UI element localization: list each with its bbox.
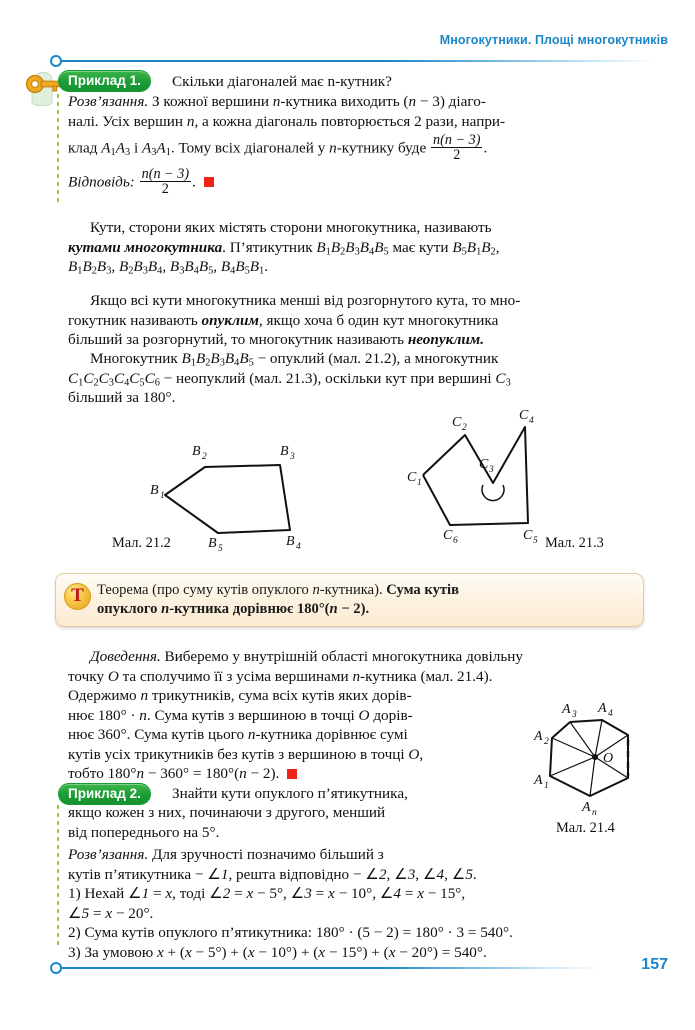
footer-bullet-icon: [50, 962, 62, 974]
figure-21-3-sub-C4: 4: [529, 416, 534, 426]
paragraph-angles-line-2: кутами многокутника. П’ятикутник $B_1B_2B_3B_4B_5$ має кути $B_5B_1B_2$,: [68, 238, 500, 258]
fraction-numerator: n(n − 3): [433, 132, 481, 148]
theorem-text: [97, 581, 630, 600]
example-1-solution-line-3: клад $A_1A_3$ і $A_3A_1$. Тому всіх діагоналей у n-кутнику буде $\frac{n(n - 3)}{2}$ .: [68, 132, 488, 163]
example-2-step-3: 3) За умовою x + (x − 5°) + (x − 10°) + (x − 15°) + (x − 20°) = 540°.: [68, 943, 487, 961]
qed-marker: [204, 177, 214, 187]
figure-21-2: [150, 430, 340, 554]
paragraph-convex-text-1: Якщо всі кути многокутника менші від розгорнутого кута, то мно-: [90, 292, 521, 309]
example-2-solution-label: Розв’язання.: [68, 846, 149, 863]
proof-line-7: тобто 180°n − 360° = 180°(n − 2).: [68, 764, 523, 784]
answer-fraction-numerator: n(n − 3): [141, 166, 190, 182]
figure-21-4-label-A3: A: [562, 702, 571, 717]
figure-21-4-label-A4: A: [598, 701, 607, 716]
figure-21-3-label-C6: C: [443, 528, 453, 543]
figure-21-3: [407, 405, 545, 546]
theorem-icon: Т: [64, 583, 91, 610]
proof-label: Доведення.: [90, 648, 161, 665]
example-2-question-text-2: якщо кожен з них, починаючи з другого, менший: [68, 804, 386, 821]
figure-21-2-sub-B1: 1: [160, 491, 165, 501]
figure-21-4-sub-An: n: [592, 808, 597, 818]
proof-line-6: кутів усіх трикутників без кутів з вершиною в точці O,: [68, 745, 424, 763]
proof-line-5: нює 360°. Сума кутів цього n-кутника дорівнює сумі: [68, 726, 408, 743]
proof-line-2: точку O та сполучимо її з усіма вершинами n-кутника (мал. 21.4).: [68, 667, 493, 685]
proof-line-3: Одержимо n трикутників, сума всіх кутів яких дорів-: [68, 687, 412, 704]
answer-label: Відповідь:: [68, 173, 135, 191]
figure-21-4-label-A1: A: [534, 773, 543, 788]
figure-21-3-label-C5: C: [523, 528, 533, 543]
figure-21-4: [534, 700, 660, 818]
figure-21-3-sub-C2: 2: [462, 423, 467, 433]
figure-21-3-sub-C3: 3: [489, 465, 494, 475]
figure-21-2-sub-B2: 2: [202, 452, 207, 462]
figure-21-2-sub-B4: 4: [296, 542, 301, 552]
solution-line-1-text: З кожної вершини n-кутника виходить (n − 3) діаго-: [148, 93, 486, 110]
header-rule: [56, 60, 656, 62]
theorem-text-line-2: [97, 600, 630, 619]
page-header-title: Многокутники. Площі многокутників: [439, 33, 668, 47]
figure-21-4-sub-A3: 3: [572, 710, 577, 720]
figure-21-3-label-C4: C: [519, 408, 529, 423]
page-number: 157: [641, 956, 668, 973]
figure-21-2-label-B1: B: [150, 483, 159, 498]
figure-21-2-label-B5: B: [208, 536, 217, 551]
figure-21-4-label-An: A: [582, 800, 591, 815]
paragraph-examples-line-2: $C_1C_2C_3C_4C_5C_6$ − неопуклий (мал. 21.3), оскільки кут при вершині $C_3$: [68, 369, 511, 389]
term-nonconvex: неопуклим.: [407, 331, 485, 348]
paragraph-angles-text-1: Кути, сторони яких містять сторони многокутника, називають: [90, 219, 492, 236]
figure-21-2-sub-B5: 5: [218, 544, 223, 554]
example-2-step-1: 1) Нехай ∠1 = x, тоді ∠2 = x − 5°, ∠3 = x − 10°, ∠4 = x − 15°,: [68, 885, 466, 902]
example-2-question-text-1: Знайти кути опуклого п’ятикутника,: [172, 785, 408, 802]
term-angles-of-polygon: кутами многокутника: [68, 238, 223, 256]
example-2-solution-text-1: Для зручності позначимо більший з: [148, 846, 384, 863]
example-2-question-line-2: [68, 803, 523, 823]
figure-21-4-sub-A2: 2: [544, 737, 549, 747]
paragraph-convex-line-1: [68, 291, 643, 311]
figure-21-3-sub-C5: 5: [533, 536, 538, 546]
example-2-question-line-3: [68, 823, 523, 843]
proof-line-4: нює 180° · n. Сума кутів з вершиною в точці O дорів-: [68, 706, 413, 724]
figure-21-2-caption: Мал. 21.2: [112, 535, 171, 551]
figure-21-4-caption: Мал. 21.4: [556, 820, 615, 836]
paragraph-examples-line-1: Многокутник $B_1B_2B_3B_4B_5$ − опуклий (мал. 21.2), а многокутник: [90, 350, 499, 369]
theorem-line-2-bold: опуклого n-кутника дорівнює 180°(n − 2).: [97, 601, 370, 617]
figure-21-3-sub-C6: 6: [453, 536, 458, 546]
figure-21-2-label-B2: B: [192, 444, 201, 459]
paragraph-convex-text-3a: більший за розгорнутий, то многокутник називають: [68, 331, 408, 348]
paragraph-angles-line-3: $B_1B_2B_3$, $B_2B_3B_4$, $B_3B_4B_5$, $B_4B_5B_1$.: [68, 258, 269, 277]
figure-21-3-caption: Мал. 21.3: [545, 535, 604, 551]
example-1-question: [172, 72, 642, 92]
example-2-question-line-1: [172, 784, 522, 804]
paragraph-angles-line-1: [68, 218, 643, 238]
proof-line-1: [68, 647, 643, 667]
paragraph-convex-line-2: [68, 311, 643, 331]
example-1-question-text: Скільки діагоналей має n-кутник?: [172, 73, 392, 90]
answer-fraction: [140, 167, 191, 197]
paragraph-examples-text-3: більший за 180°.: [68, 389, 176, 406]
paragraph-examples-line-3: [68, 388, 643, 408]
example-1-badge: Приклад 1.: [58, 70, 151, 92]
proof-text-1: Виберемо у внутрішній області многокутника довільну: [160, 648, 524, 665]
figure-21-3-label-C2: C: [452, 415, 462, 430]
answer-fraction-denominator: 2: [140, 181, 191, 197]
example-2-badge: Приклад 2.: [58, 783, 151, 805]
figure-21-2-label-B4: B: [286, 534, 295, 549]
example-1-solution-line-2: налі. Усіх вершин n, а кожна діагональ повторюється 2 рази, напри-: [68, 112, 506, 130]
example-2-step-2: [68, 923, 653, 943]
figure-21-4-label-A2: A: [534, 729, 543, 744]
figure-21-2-sub-B3: 3: [290, 452, 295, 462]
fraction-denominator: 2: [431, 147, 482, 163]
figure-21-4-center-point: [592, 754, 598, 760]
figure-21-3-sub-C1: 1: [417, 478, 422, 488]
example-2-step-1b: ∠5 = x − 20°.: [68, 904, 154, 922]
figure-21-3-label-C1: C: [407, 470, 417, 485]
figure-21-2-label-B3: B: [280, 444, 289, 459]
footer-rule: [56, 967, 601, 969]
paragraph-convex-line-3: [68, 330, 643, 350]
paragraph-convex-text-2b: , якщо хоча б один кут многокутника: [258, 311, 499, 329]
example-1-answer: Відповідь: $\frac{n(n - 3)}{2}$ .: [68, 168, 643, 198]
example-2-step-2-text: 2) Сума кутів опуклого п’ятикутника: 180° · (5 − 2) = 180° · 3 = 540°.: [68, 924, 513, 941]
theorem-line-1-bold: Сума кутів: [386, 582, 459, 598]
solution-label: Розв’язання.: [68, 93, 149, 110]
figure-21-4-sub-A1: 1: [544, 781, 549, 791]
term-convex: опуклим: [201, 311, 259, 329]
example-1-dotted-guide: [56, 92, 60, 204]
diagonal-count-fraction: [431, 133, 482, 163]
theorem-line-1-plain: Теорема (про суму кутів опуклого n-кутника).: [97, 582, 387, 598]
example-2-solution-line-2: кутів п’ятикутника − ∠1, решта відповідно − ∠2, ∠3, ∠4, ∠5.: [68, 865, 477, 883]
example-2-solution-line-1: [68, 845, 523, 865]
figure-21-3-label-C3: C: [479, 457, 489, 472]
proof-qed-marker: [287, 769, 297, 779]
example-2-question-text-3: від попереднього на 5°.: [68, 823, 220, 841]
paragraph-convex-text-2a: гокутник називають: [68, 311, 202, 329]
example-2-dotted-guide: [56, 803, 60, 945]
figure-21-4-label-O: O: [603, 751, 614, 766]
example-1-solution-line-1: [68, 92, 643, 112]
figure-21-4-sub-A4: 4: [608, 709, 613, 719]
